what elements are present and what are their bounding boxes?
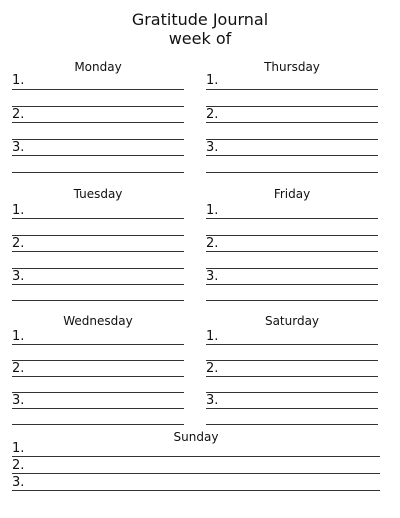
entry-number-3: 3. [12, 475, 25, 490]
writing-line[interactable] [206, 344, 378, 345]
entry-number-1: 1. [12, 203, 25, 218]
day-section-thursday [206, 60, 378, 174]
entry-number-3: 3. [12, 393, 25, 408]
writing-line[interactable] [12, 300, 184, 301]
entry-number-1: 1. [206, 203, 219, 218]
writing-line[interactable] [12, 172, 184, 173]
entry-number-3: 3. [206, 140, 219, 155]
writing-line[interactable] [12, 473, 380, 474]
day-heading: Thursday [264, 60, 320, 74]
day-section-monday [12, 60, 184, 174]
writing-line[interactable] [12, 139, 184, 140]
entry-number-2: 2. [206, 361, 219, 376]
page-subtitle: week of [168, 29, 232, 48]
writing-line[interactable] [206, 284, 378, 285]
writing-line[interactable] [12, 456, 380, 457]
writing-line[interactable] [12, 392, 184, 393]
day-heading: Wednesday [63, 314, 133, 328]
day-heading: Monday [74, 60, 122, 74]
entry-number-2: 2. [206, 107, 219, 122]
writing-line[interactable] [12, 360, 184, 361]
writing-line[interactable] [206, 300, 378, 301]
writing-line[interactable] [206, 172, 378, 173]
day-section-wednesday [12, 314, 184, 426]
writing-line[interactable] [12, 284, 184, 285]
writing-line[interactable] [12, 376, 184, 377]
entry-number-3: 3. [12, 140, 25, 155]
entry-number-2: 2. [12, 236, 25, 251]
day-heading: Tuesday [73, 187, 123, 201]
writing-line[interactable] [206, 218, 378, 219]
entry-number-2: 2. [12, 107, 25, 122]
writing-line[interactable] [12, 490, 380, 491]
writing-line[interactable] [12, 268, 184, 269]
day-heading: Friday [273, 187, 311, 201]
entry-number-3: 3. [206, 269, 219, 284]
day-heading: Sunday [173, 430, 219, 444]
writing-line[interactable] [12, 89, 184, 90]
writing-line[interactable] [12, 218, 184, 219]
writing-line[interactable] [12, 155, 184, 156]
page-title: Gratitude Journal [131, 10, 269, 29]
writing-line[interactable] [12, 106, 184, 107]
entry-number-2: 2. [12, 458, 25, 473]
writing-line[interactable] [12, 122, 184, 123]
entry-number-1: 1. [12, 73, 25, 88]
writing-line[interactable] [12, 408, 184, 409]
entry-number-1: 1. [206, 329, 219, 344]
day-section-friday [206, 187, 378, 301]
writing-line[interactable] [206, 89, 378, 90]
entry-number-1: 1. [206, 73, 219, 88]
day-section-tuesday [12, 187, 184, 301]
writing-line[interactable] [206, 139, 378, 140]
entry-number-1: 1. [12, 329, 25, 344]
writing-line[interactable] [206, 376, 378, 377]
day-heading: Saturday [264, 314, 320, 328]
writing-line[interactable] [206, 360, 378, 361]
writing-line[interactable] [12, 344, 184, 345]
writing-line[interactable] [12, 235, 184, 236]
entry-number-3: 3. [206, 393, 219, 408]
writing-line[interactable] [206, 392, 378, 393]
writing-line[interactable] [206, 122, 378, 123]
writing-line[interactable] [12, 424, 184, 425]
entry-number-2: 2. [206, 236, 219, 251]
day-section-saturday [206, 314, 378, 426]
writing-line[interactable] [206, 106, 378, 107]
writing-line[interactable] [206, 235, 378, 236]
entry-number-1: 1. [12, 441, 25, 456]
writing-line[interactable] [12, 251, 184, 252]
writing-line[interactable] [206, 251, 378, 252]
entry-number-3: 3. [12, 269, 25, 284]
entry-number-2: 2. [12, 361, 25, 376]
writing-line[interactable] [206, 155, 378, 156]
writing-line[interactable] [206, 408, 378, 409]
writing-line[interactable] [206, 424, 378, 425]
writing-line[interactable] [206, 268, 378, 269]
day-section-sunday [12, 430, 380, 492]
